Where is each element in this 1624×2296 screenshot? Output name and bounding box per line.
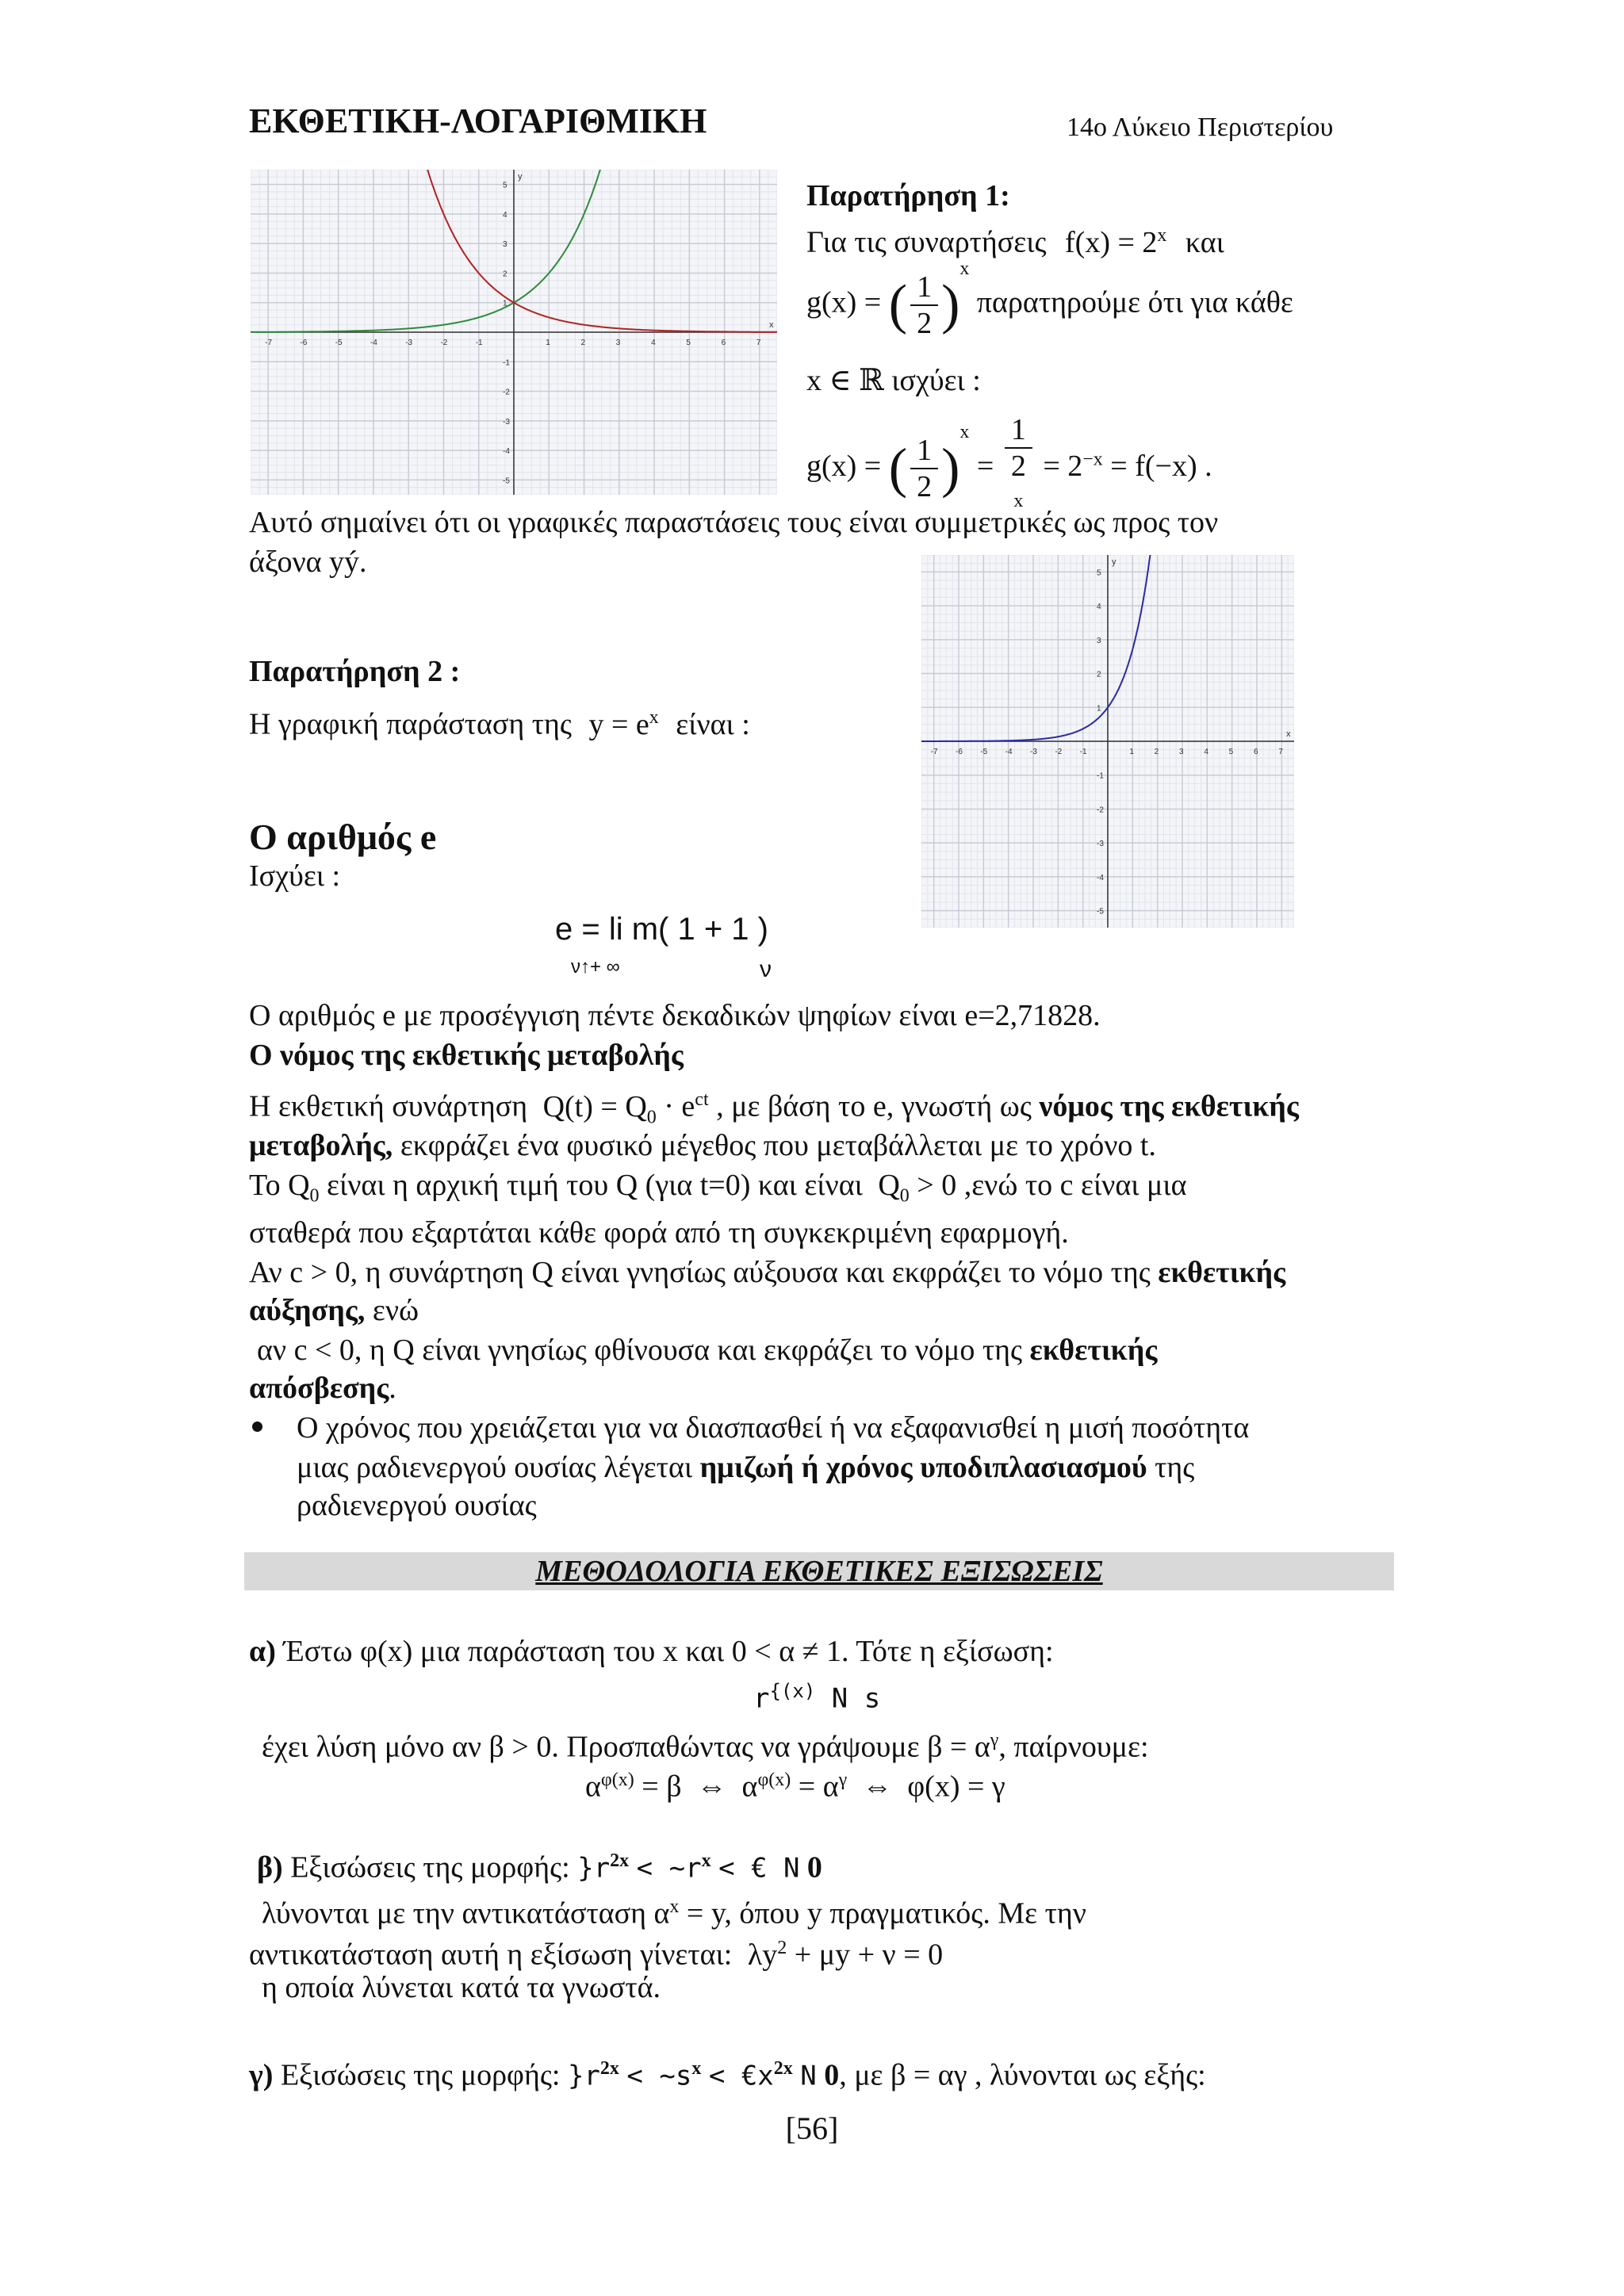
law1-e: · e (664, 1089, 695, 1123)
limit-denominator: ν (760, 956, 772, 982)
observation-2-title: Παρατήρηση 2 : (249, 655, 461, 688)
law1-ct: ct (695, 1089, 709, 1110)
law-line1: Η εκθετική συνάρτηση $Q(t) = Q_0 \cdot e^{ct}$ , με βάση το e, γνωστή ως νόμος της εκθετικής (249, 1089, 1299, 1128)
c-end: , με β = αγ , λύνονται ως εξής: (839, 2058, 1206, 2092)
bullet2-bold: ημιζωή ή χρόνος υποδιπλασιασμού (699, 1451, 1147, 1484)
law8-rest: . (389, 1372, 396, 1405)
g-def-2: g(x) = (806, 450, 882, 484)
b-line3-rest: + μy + ν = 0 (794, 1938, 944, 1972)
method-b-label: β) (257, 1850, 283, 1885)
frac3-den-exp: x (1013, 491, 1024, 511)
law1-formula: Q(t) = Q (542, 1089, 647, 1123)
y-tick-label: 2 (503, 270, 508, 279)
f-neg-x: = f(−x) . (1110, 450, 1212, 484)
x-tick-label: 1 (546, 339, 550, 347)
bullet-line2 (297, 1448, 1194, 1487)
law5-bold: εκθετικής (1158, 1256, 1286, 1289)
bullet-dot (252, 1422, 262, 1432)
law7-a: αν c < 0, η Q είναι γνησίως φθίνουσα και εκφράζει το νόμο της (257, 1334, 1023, 1367)
b-line3-text: αντικατάσταση αυτή η εξίσωση γίνεται: (249, 1938, 733, 1972)
y-tick-label: 3 (503, 240, 508, 250)
b-formula-3: < € N (718, 1852, 800, 1885)
law2-bold: μεταβολής, (249, 1129, 393, 1162)
x-tick-label: -5 (980, 748, 988, 756)
y-tick-label: -5 (503, 476, 510, 486)
method-a-line (249, 1632, 1054, 1671)
obs1-and: και (1185, 225, 1224, 259)
x-tick-label: 4 (651, 339, 656, 347)
b-formula-zero: 0 (806, 1850, 822, 1885)
frac2-den: 2 (917, 470, 933, 504)
law3-b: είναι η αρχική τιμή του Q (για t=0) και είναι (327, 1169, 863, 1202)
x-tick-label: 2 (1154, 748, 1159, 756)
y-tick-label: -3 (503, 417, 510, 427)
graph-e-power-x (921, 555, 1294, 928)
y-tick-label: 5 (1097, 568, 1101, 578)
method-c-line (249, 2049, 1206, 2096)
y-axis-label: y (1112, 557, 1116, 567)
x-tick-label: -3 (1030, 748, 1037, 756)
c-formula-1: }r (567, 2060, 600, 2092)
c-formula-4: N (800, 2060, 817, 2092)
y-tick-label: -5 (1097, 907, 1104, 916)
observation-1-line2: g(x) = ( $\frac{1}{2}$ )$^x$ παρατηρούμε ότι για κάθε (806, 258, 1293, 340)
obs1-text-a: Για τις συναρτήσεις (806, 225, 1047, 259)
law6-rest: ενώ (372, 1294, 419, 1327)
b-formula-1: }r (577, 1852, 611, 1885)
c-formula-sup1: 2x (599, 2058, 619, 2079)
law-line4: σταθερά που εξαρτάται κάθε φορά από τη συγκεκριμένη εφαρμογή. (249, 1216, 1069, 1249)
x-tick-label: 2 (580, 339, 586, 347)
y-tick-label: -1 (503, 358, 510, 368)
frac-den: 2 (917, 307, 933, 340)
a-formula-base: r (753, 1682, 770, 1715)
two-pow: = 2 (1043, 450, 1083, 484)
b-line3-sup: 2 (777, 1938, 787, 1958)
x-tick-label: 5 (1228, 748, 1234, 756)
law-line5 (249, 1253, 1285, 1292)
frac2-num: 1 (910, 433, 938, 469)
obs2-exp: x (649, 707, 659, 728)
y-tick-label: -2 (503, 388, 510, 397)
method-b-line2 (262, 1887, 1086, 1934)
g2-exp: x (959, 422, 970, 443)
conclusion-line1: Αυτό σημαίνει ότι οι γραφικές παραστάσεις τους είναι συμμετρικές ως προς τον (249, 506, 1219, 539)
y-tick-label: 4 (503, 210, 508, 220)
method-a-label: α) (249, 1635, 276, 1668)
bullet-line1: Ο χρόνος που χρειάζεται για να διασπασθεί ή να εξαφανισθεί η μισή ποσότητα (297, 1411, 1250, 1445)
c-formula-2: < ~s (626, 2060, 692, 2092)
graph-exponential-symmetry (251, 170, 777, 495)
law3-d: > 0 ,ενώ το c είναι μια (917, 1169, 1187, 1202)
method-c-text: Εξισώσεις της μορφής: (280, 2058, 561, 2092)
law-line6 (249, 1291, 419, 1330)
observation-1-line4: g(x) = ( $\frac{1}{2}$ )$^x$ = 1 2 $^x$ = $2^{-x} = f(-x)$ . (806, 413, 1212, 511)
law3-a: Το Q (249, 1169, 310, 1202)
b-line2-end: = y, όπου y πραγματικός. Με την (686, 1896, 1086, 1931)
y-tick-label: 1 (503, 299, 508, 308)
c-formula-3: < €x (708, 2060, 774, 2092)
method-a-equivalence: $\alpha^{\varphi(x)} = \beta$ ⇔ $\alpha^{\varphi(x)} = \alpha^\gamma$ ⇔ φ(x) = γ (585, 1770, 1005, 1804)
x-tick-label: 7 (756, 339, 761, 347)
a-formula-rest: N s (831, 1682, 881, 1715)
b-formula-2: < ~r (636, 1852, 702, 1885)
method-a-formula (753, 1671, 880, 1718)
b-formula-sup2: x (701, 1850, 711, 1871)
observation-1-line3: x ∈ ℝ ισχύει : (806, 364, 981, 397)
b-formula-sup1: 2x (610, 1850, 630, 1871)
law-title: Ο νόμος της εκθετικής μεταβολής (249, 1039, 684, 1072)
method-b-line1 (257, 1841, 822, 1888)
methodology-heading: ΜΕΘΟΔΟΛΟΓΙΑ ΕΚΘΕΤΙΚΕΣ ΕΞΙΣΩΣΕΙΣ (535, 1555, 1103, 1588)
section-e-title: Ο αριθμός e (249, 817, 437, 857)
holds-label: Ισχύει : (249, 859, 341, 893)
obs2-text-b: είναι : (676, 707, 750, 741)
law3-c: Q (878, 1169, 900, 1202)
x-tick-label: -1 (1079, 748, 1087, 756)
frac3-num: 1 (1005, 412, 1032, 449)
frac3-den: 2 (1010, 450, 1026, 483)
law-line3: Το $Q_0$ είναι η αρχική τιμή του Q (για t=0) και είναι $Q_0 > 0$ ,ενώ το c είναι μια (249, 1169, 1187, 1207)
x-axis-label: x (769, 320, 774, 330)
frac-num: 1 (910, 270, 938, 306)
law-line2 (249, 1126, 1156, 1165)
x-tick-label: -6 (956, 748, 963, 756)
x-tick-label: 3 (1179, 748, 1184, 756)
bullet2-a: μιας ραδιενεργού ουσίας λέγεται (297, 1451, 693, 1484)
page-title: ΕΚΘΕΤΙΚΗ-ΛΟΓΑΡΙΘΜΙΚΗ (249, 101, 707, 140)
c-formula-sup2: x (691, 2058, 702, 2079)
x-tick-label: 7 (1278, 748, 1283, 756)
law-line7 (257, 1330, 1157, 1370)
a-cond-sup: γ (990, 1730, 999, 1751)
conclusion-line2: άξονα yý. (249, 545, 367, 579)
y-tick-label: 2 (1097, 670, 1101, 679)
x-tick-label: 3 (615, 339, 621, 347)
x-tick-label: -2 (1055, 748, 1063, 756)
b-line3-eq: λy (747, 1938, 778, 1972)
obs2-text-a: Η γραφική παράσταση της (249, 707, 572, 741)
x-tick-label: -5 (335, 339, 343, 347)
e-approximation: Ο αριθμός e με προσέγγιση πέντε δεκαδικών ψηφίων είναι e=2,71828. (249, 999, 1101, 1032)
y-tick-label: 4 (1097, 603, 1101, 612)
x-tick-label: 6 (1254, 748, 1258, 756)
x-tick-label: -7 (265, 339, 273, 347)
y-tick-label: -2 (1097, 806, 1104, 815)
y-tick-label: 3 (1097, 636, 1101, 645)
y-tick-label: -3 (1097, 840, 1104, 849)
law1-b: , με βάση το e, γνωστή ως (716, 1089, 1032, 1123)
obs1-line2-text: παρατηρούμε ότι για κάθε (976, 285, 1293, 320)
neg-x-exp: −x (1082, 449, 1103, 470)
method-a-text: Έστω φ(x) μια παράσταση του x και 0 < α ≠ 1. Τότε η εξίσωση: (283, 1635, 1054, 1668)
x-tick-label: 1 (1129, 748, 1134, 756)
page-number: [56] (785, 2110, 839, 2146)
school-name: 14ο Λύκειο Περιστερίου (1067, 113, 1334, 142)
limit-subscript: ν↑+ ∞ (571, 956, 620, 978)
law6-bold: αύξησης, (249, 1294, 366, 1327)
x-tick-label: -4 (1005, 748, 1013, 756)
b-line2-sup: x (669, 1896, 680, 1917)
y-tick-label: 1 (1097, 704, 1101, 714)
a-cond-text: έχει λύση μόνο αν β > 0. Προσπαθώντας να γράψουμε β = α (262, 1730, 990, 1764)
y-tick-label: -1 (1097, 771, 1104, 781)
x-tick-label: 6 (721, 339, 726, 347)
eq-sign: = (976, 450, 994, 484)
law7-bold: εκθετικής (1029, 1334, 1158, 1367)
x-axis-label: x (1286, 729, 1291, 739)
x-tick-label: 5 (686, 339, 691, 347)
y-tick-label: -4 (1097, 873, 1104, 882)
y-tick-label: -4 (503, 447, 510, 457)
obs1-f-exp: x (1157, 225, 1167, 246)
x-tick-label: -2 (440, 339, 448, 347)
x-tick-label: -6 (300, 339, 308, 347)
g-exp: x (959, 258, 970, 280)
bullet-line3: ραδιενεργού ουσίας (297, 1489, 537, 1522)
law8-bold: απόσβεσης (249, 1372, 389, 1405)
g-def: g(x) = (806, 285, 882, 320)
observation-1-line1 (806, 216, 1224, 262)
x-tick-label: -3 (405, 339, 413, 347)
x-tick-label: -4 (370, 339, 377, 347)
limit-formula: e = li m( 1 + 1 ) (555, 912, 768, 947)
bullet2-b: της (1155, 1451, 1195, 1484)
obs2-formula: y = e (588, 707, 649, 741)
obs1-f-formula: f(x) = 2 (1065, 225, 1158, 259)
law1-bold: νόμος της εκθετικής (1039, 1089, 1299, 1123)
y-axis-label: y (518, 172, 523, 182)
law1-a: Η εκθετική συνάρτηση (249, 1089, 528, 1123)
method-b-line4: η οποία λύνεται κατά τα γνωστά. (262, 1971, 661, 2004)
method-b-text: Εξισώσεις της μορφής: (290, 1850, 570, 1885)
y-tick-label: 5 (503, 181, 508, 190)
method-c-label: γ) (249, 2058, 274, 2092)
observation-1-title: Παρατήρηση 1: (806, 179, 1010, 212)
b-line2-text: λύνονται με την αντικατάσταση α (262, 1896, 670, 1931)
c-formula-sup3: 2x (773, 2058, 793, 2079)
x-tick-label: -7 (930, 748, 938, 756)
law5-a: Αν c > 0, η συνάρτηση Q είναι γνησίως αύξουσα και εκφράζει το νόμο της (249, 1256, 1151, 1289)
x-tick-label: 4 (1204, 748, 1208, 756)
a-cond-end: , παίρνουμε: (998, 1730, 1149, 1764)
law-line8 (249, 1368, 396, 1408)
x-tick-label: -1 (475, 339, 483, 347)
law2-rest: εκφράζει ένα φυσικό μέγεθος που μεταβάλλεται με το χρόνο t. (400, 1129, 1156, 1162)
a-formula-sup: {(x) (769, 1680, 816, 1702)
c-formula-zero: 0 (824, 2058, 840, 2092)
observation-2-line (249, 698, 750, 744)
